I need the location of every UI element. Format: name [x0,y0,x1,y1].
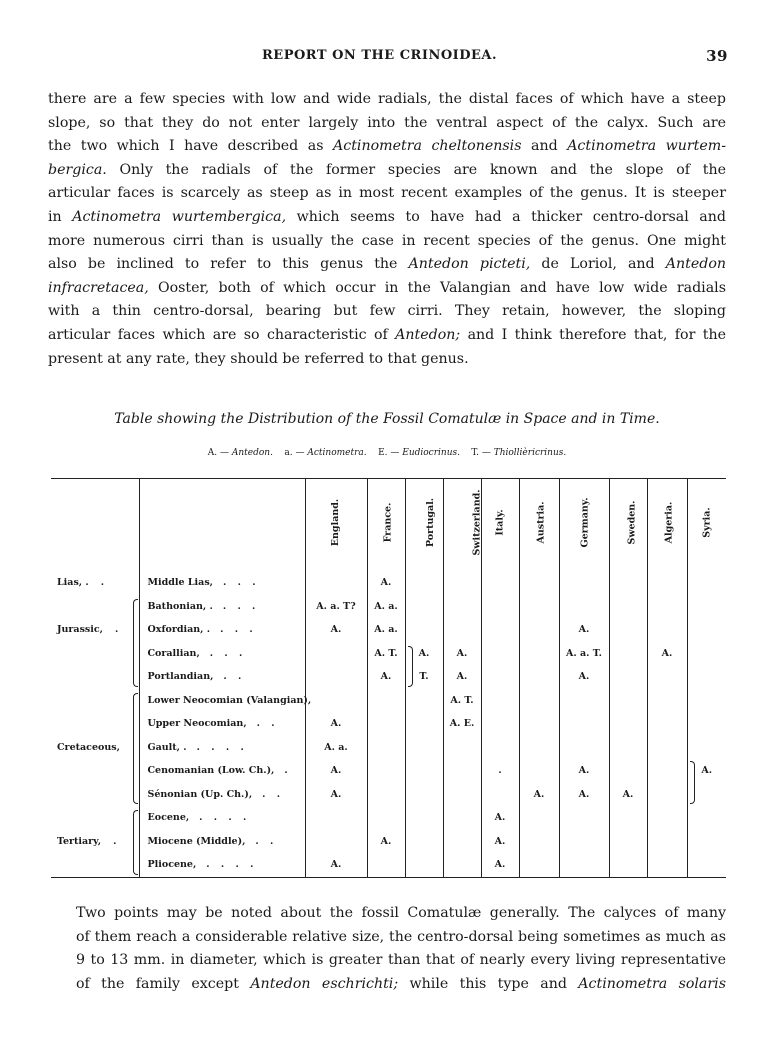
leader-dots: . . . [209,647,247,659]
occurrence-cell [519,565,559,595]
occurrence-cell [559,830,609,854]
occurrence-cell [647,783,687,807]
occurrence-cell [647,830,687,854]
occurrence-cell [405,736,443,760]
table-row [51,853,726,877]
occurrence-cell [405,853,443,877]
text-run: with a thin centro-dorsal, bearing but few cirri. They retain, however, the sloping [48,303,726,320]
legend-abbr: A. [207,448,218,458]
leader-dots: . . . [222,600,260,612]
stage-label [139,712,305,736]
table-row [51,712,726,736]
occurrence-cell [367,783,405,807]
stage-name: Pliocene, [147,859,197,871]
text-run: of them reach a considerable relative size, the centro-dorsal being sometimes as much as [76,928,726,945]
stage-name: Middle Lias, [147,577,213,589]
leader-dots: . [113,835,117,847]
stage-name: Sénonian (Up. Ch.), [147,788,253,800]
country-label: Germany. [579,496,591,548]
occurrence-cell: . [481,759,519,783]
column-header-country [519,479,559,566]
text-run: de Loriol, and [530,256,666,273]
country-label: Sweden. [625,500,637,544]
stage-label [139,565,305,595]
occurrence-cell [559,736,609,760]
leader-dots: . [100,577,105,589]
occurrence-cell: A. [367,565,405,595]
occurrence-cell: A. E. [443,712,481,736]
species-name: Actinometra wurtembergica, [72,208,287,225]
occurrence-cell: A. [305,712,367,736]
legend-abbr: T. [471,448,479,458]
species-name: Actinometra cheltonensis [333,138,522,155]
text-line [48,277,726,301]
occurrence-cell: A. [609,783,647,807]
occurrence-cell [443,806,481,830]
occurrence-cell [559,806,609,830]
occurrence-cell [687,712,726,736]
country-label: France. [381,502,393,542]
occurrence-cell [519,712,559,736]
species-name: Antedon [665,256,726,273]
occurrence-cell [609,689,647,713]
occurrence-cell: A. a. T? [305,595,367,619]
running-head-title: REPORT ON THE CRINOIDEA. [262,48,498,63]
text-line [48,88,726,112]
leader-dots: . . . . [206,859,258,871]
stage-name: Upper Neocomian, [147,718,247,730]
occurrence-cell [687,565,726,595]
grouping-brace [690,761,695,804]
occurrence-cell [367,689,405,713]
occurrence-cell: A. [687,759,726,783]
occurrence-cell [443,853,481,877]
occurrence-cell [367,806,405,830]
species-name: Actinometra wurtem- [567,138,727,155]
occurrence-cell: A. [367,665,405,689]
occurrence-cell [687,853,726,877]
occurrence-cell [367,759,405,783]
stage-label [139,806,305,830]
occurrence-cell [647,853,687,877]
occurrence-cell [305,689,367,713]
stage-label [139,665,305,689]
occurrence-cell [443,565,481,595]
country-label: Syria. [701,506,713,538]
occurrence-cell [609,830,647,854]
legend-abbr: a. [284,448,293,458]
stage-label [139,853,305,877]
period-name: Cretaceous, [57,741,120,753]
species-name: Antedon picteti, [408,256,531,273]
paragraph-conclusion [48,902,726,996]
table-row [51,618,726,642]
table-row [51,830,726,854]
period-label [51,642,139,666]
species-name: Actinometra solaris [578,975,726,992]
occurrence-cell [519,736,559,760]
species-name: bergica. [48,161,107,178]
occurrence-cell: A. [481,853,519,877]
country-label: Algeria. [662,501,674,543]
text-line [48,159,726,183]
text-line [48,324,726,348]
occurrence-cell [609,853,647,877]
occurrence-cell: A. [305,759,367,783]
stage-label [139,595,305,619]
occurrence-cell [405,595,443,619]
table-legend: A. — Antedon. a. — Actinometra. E. — Eudiocrinus. T. — Thiollièricrinus. [207,448,567,458]
occurrence-cell [367,712,405,736]
stage-label [139,618,305,642]
occurrence-cell [305,830,367,854]
occurrence-cell: A. [405,642,443,666]
occurrence-cell: A. [481,830,519,854]
occurrence-cell [609,618,647,642]
occurrence-cell [519,830,559,854]
paragraph-intro [48,88,726,371]
occurrence-cell [647,759,687,783]
occurrence-cell [305,565,367,595]
text-run: more numerous cirri than is usually the case in recent species of the genus. One might [48,232,726,249]
text-run: slope, so that they do not enter largely into the ventral aspect of the calyx. Such are [48,114,726,131]
occurrence-cell [647,806,687,830]
occurrence-cell [687,595,726,619]
occurrence-cell [481,783,519,807]
occurrence-cell [305,806,367,830]
leader-dots: . . [255,835,278,847]
period-label [51,595,139,619]
occurrence-cell [647,689,687,713]
period-label [51,759,139,783]
column-header-country [305,479,367,566]
table-row [51,665,726,689]
legend-genus: Thiollièricrinus. [493,448,567,458]
occurrence-cell [647,665,687,689]
occurrence-cell: A. [305,618,367,642]
country-label: Portugal. [424,497,436,547]
occurrence-cell [481,565,519,595]
column-header-country [367,479,405,566]
grouping-brace [133,810,138,875]
occurrence-cell [609,595,647,619]
stage-name: Bathonian, . [147,600,213,612]
column-header-country [609,479,647,566]
species-name: Antedon eschrichti; [250,975,399,992]
occurrence-cell [405,783,443,807]
country-label: Austria. [535,500,547,544]
occurrence-cell: A. a. [305,736,367,760]
occurrence-cell [559,595,609,619]
occurrence-cell [519,759,559,783]
column-header-country [405,479,443,566]
leader-dots: . . . . [199,812,251,824]
occurrence-cell [519,689,559,713]
occurrence-cell [405,618,443,642]
text-line [48,253,726,277]
occurrence-cell [405,830,443,854]
occurrence-cell: A. [367,830,405,854]
period-label [51,806,139,830]
occurrence-cell [405,565,443,595]
occurrence-cell [481,618,519,642]
table-row [51,736,726,760]
text-run: which seems to have had a thicker centro-dorsal and [286,208,726,225]
leader-dots: . . [256,718,279,730]
occurrence-cell [647,565,687,595]
grouping-brace [133,693,138,805]
stage-name: Miocene (Middle), [147,835,246,847]
species-name: infracretacea, [48,279,149,296]
leader-dots: . . . [220,624,257,636]
header-blank [51,479,139,566]
text-line [48,348,726,372]
column-header-country [647,479,687,566]
occurrence-cell [405,712,443,736]
leader-dots: . . [223,671,246,683]
period-label [51,689,139,713]
legend-genus: Actinometra. [307,448,367,458]
occurrence-cell: A. [559,759,609,783]
occurrence-cell: A. [443,665,481,689]
occurrence-cell [367,853,405,877]
stage-name: Corallian, [147,647,200,659]
occurrence-cell [443,618,481,642]
occurrence-cell [481,642,519,666]
occurrence-cell [519,618,559,642]
stage-name: Lower Neocomian (Valangian), [147,694,312,706]
occurrence-cell [647,595,687,619]
stage-label [139,783,305,807]
occurrence-cell [443,595,481,619]
leader-dots: . [284,765,292,777]
occurrence-cell: A. [559,618,609,642]
text-run: and I think therefore that, for the [460,326,726,343]
table-row [51,689,726,713]
occurrence-cell [481,712,519,736]
leader-dots: . [114,624,119,636]
text-line [48,112,726,136]
occurrence-cell: A. a. T. [559,642,609,666]
text-run: in [48,208,73,225]
table-row [51,595,726,619]
leader-dots: . . [262,788,285,800]
occurrence-cell: A. T. [367,642,405,666]
occurrence-cell [687,736,726,760]
occurrence-cell: A. [519,783,559,807]
distribution-table [51,478,726,878]
text-line [48,206,726,230]
occurrence-cell [559,853,609,877]
stage-name: Eocene, [147,812,190,824]
occurrence-cell [443,830,481,854]
period-name: Jurassic, [57,624,103,636]
grouping-brace [408,646,413,687]
text-run: there are a few species with low and wide radials, the distal faces of which have a steep [48,91,726,107]
legend-abbr: E. [378,448,388,458]
occurrence-cell [443,736,481,760]
stage-label [139,736,305,760]
text-run: Two points may be noted about the fossil Comatulæ generally. The calyces of many [76,905,726,921]
text-run: also be inclined to refer to this genus the [48,256,409,273]
occurrence-cell [687,806,726,830]
column-header-country [481,479,519,566]
period-label [51,712,139,736]
occurrence-cell [609,712,647,736]
period-label [51,853,139,877]
occurrence-cell: T. [405,665,443,689]
text-line [48,300,726,324]
text-line [48,135,726,159]
text-run: Only the radials of the former species are known and the slope of the [106,161,726,178]
occurrence-cell [519,595,559,619]
country-label: Switzerland. [471,488,483,556]
stage-name: Cenomanian (Low. Ch.), [147,765,275,777]
stage-label [139,642,305,666]
occurrence-cell [519,853,559,877]
occurrence-cell [687,642,726,666]
table-row [51,565,726,595]
occurrence-cell [443,759,481,783]
occurrence-cell: A. [305,783,367,807]
period-label [51,736,139,760]
text-run: 9 to 13 mm. in diameter, which is greater than that of nearly every living representative [76,952,726,969]
page-number: 39 [706,47,728,65]
leader-dots: . . . . [196,741,248,753]
occurrence-cell: A. [559,783,609,807]
text-run: of the family except [76,975,251,992]
text-run: Ooster, both of which occur in the Valangian and have low wide radials [148,279,726,296]
occurrence-cell [519,642,559,666]
occurrence-cell [687,689,726,713]
occurrence-cell [647,618,687,642]
stage-label [139,759,305,783]
stage-label [139,830,305,854]
occurrence-cell [481,689,519,713]
occurrence-cell [519,806,559,830]
occurrence-cell: A. a. [367,595,405,619]
text-line [48,926,726,950]
occurrence-cell [609,665,647,689]
occurrence-cell [687,665,726,689]
occurrence-cell [405,689,443,713]
column-header-country [559,479,609,566]
occurrence-cell [559,712,609,736]
table-row [51,642,726,666]
species-name: Antedon; [395,326,461,343]
text-run: and [521,138,568,155]
legend-genus: Eudiocrinus. [402,448,460,458]
country-label: England. [330,498,342,546]
column-header-country [443,479,481,566]
occurrence-cell: A. [305,853,367,877]
grouping-brace [133,599,138,687]
occurrence-cell [609,642,647,666]
occurrence-cell: A. [481,806,519,830]
table-caption: Table showing the Distribution of the Fossil Comatulæ in Space and in Time. [114,411,660,427]
occurrence-cell [481,595,519,619]
period-label [51,830,139,854]
occurrence-cell [481,736,519,760]
occurrence-cell [559,565,609,595]
stage-label [139,689,312,713]
text-line [48,230,726,254]
text-line [48,902,726,926]
stage-name: Oxfordian, . [147,624,211,636]
country-label: Italy. [494,508,506,536]
occurrence-cell: A. [443,642,481,666]
occurrence-cell [609,759,647,783]
occurrence-cell [609,565,647,595]
occurrence-cell [559,689,609,713]
period-label [51,783,139,807]
text-run: articular faces is scarcely as steep as in most recent examples of the genus. It is steeper [48,185,726,202]
occurrence-cell [405,759,443,783]
occurrence-cell [687,830,726,854]
occurrence-cell [609,806,647,830]
text-run: while this type and [398,975,579,992]
occurrence-cell [481,665,519,689]
table-row [51,806,726,830]
occurrence-cell [367,736,405,760]
occurrence-cell [519,665,559,689]
occurrence-cell [405,806,443,830]
occurrence-cell: A. a. [367,618,405,642]
column-header-country [687,479,726,566]
leader-dots: . . . [222,577,260,589]
text-line [48,949,726,973]
occurrence-cell: A. T. [443,689,481,713]
period-label [51,618,139,642]
legend-genus: Antedon. [231,448,273,458]
period-label [51,665,139,689]
period-label [51,565,139,595]
occurrence-cell: A. [559,665,609,689]
stage-name: Gault, . [147,741,187,753]
occurrence-cell [647,736,687,760]
period-name: Lias, . [57,577,89,589]
text-line [48,182,726,206]
stage-name: Portlandian, [147,671,214,683]
occurrence-cell [443,783,481,807]
period-name: Tertiary, [57,835,102,847]
table-row [51,759,726,783]
occurrence-cell: A. [647,642,687,666]
text-line [48,973,726,997]
occurrence-cell [305,665,367,689]
text-run: present at any rate, they should be referred to that genus. [48,350,469,367]
occurrence-cell [609,736,647,760]
header-blank [139,479,305,566]
table-row [51,783,726,807]
occurrence-cell [647,712,687,736]
text-run: articular faces which are so characteristic of [48,326,396,343]
text-run: the two which I have described as [48,138,334,155]
occurrence-cell [687,618,726,642]
occurrence-cell [305,642,367,666]
